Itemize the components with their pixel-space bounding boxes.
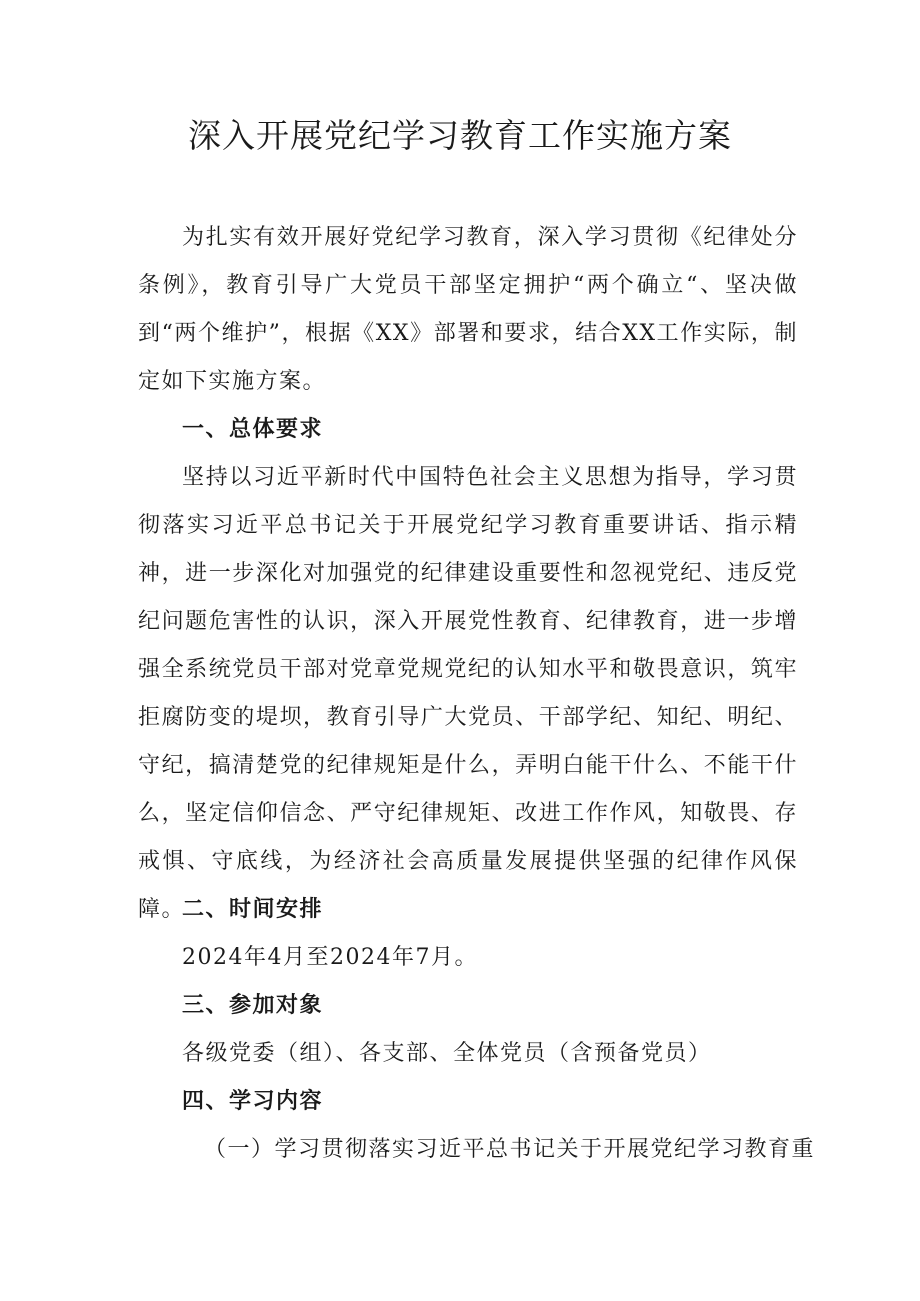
intro-paragraph: 为扎实有效开展好党纪学习教育，深入学习贯彻《纪律处分条例》，教育引导广大党员干部坚定拥护“两个确立“、坚决做到“两个维护”，根据《XX》部署和要求，结合XX工作实际，制定如下实施方案。 — [138, 225, 798, 394]
document-title: 深入开展党纪学习教育工作实施方案 — [188, 116, 732, 155]
section-3-paragraph: 各级党委（组）、各支部、全体党员（含预备党员） — [182, 1041, 712, 1066]
section-1-paragraph: 坚持以习近平新时代中国特色社会主义思想为指导，学习贯彻落实习近平总书记关于开展党纪学习教育重要讲话、指示精神，进一步深化对加强党的纪律建设重要性和忽视党纪、违反党纪问题危害性的认识，深入开展党性教育、纪律教育，进一步增强全系统党员干部对党章党规党纪的认知水平和敬畏意识，筑牢拒腐防变的堤坝，教育引导广大党员、干部学纪、知纪、明纪、守纪，搞清楚党的纪律规矩是什么，弄明白能干什么、不能干什么，坚定信仰信念、严守纪律规矩、改进工作作风，知敬畏、存戒惧、守底线，为经济社会高质量发展提供坚强的纪律作风保障。 — [138, 465, 798, 922]
section-4-heading: 四、学习内容 — [182, 1089, 324, 1114]
section-2-heading: 二、时间安排 — [182, 897, 324, 922]
section-2-paragraph: 2024年4月至2024年7月。 — [182, 945, 478, 970]
section-1-heading: 一、总体要求 — [182, 417, 324, 442]
section-4-item-1: （一）学习贯彻落实习近平总书记关于开展党纪学习教育重 — [204, 1137, 816, 1162]
section-3-heading: 三、参加对象 — [182, 993, 324, 1018]
